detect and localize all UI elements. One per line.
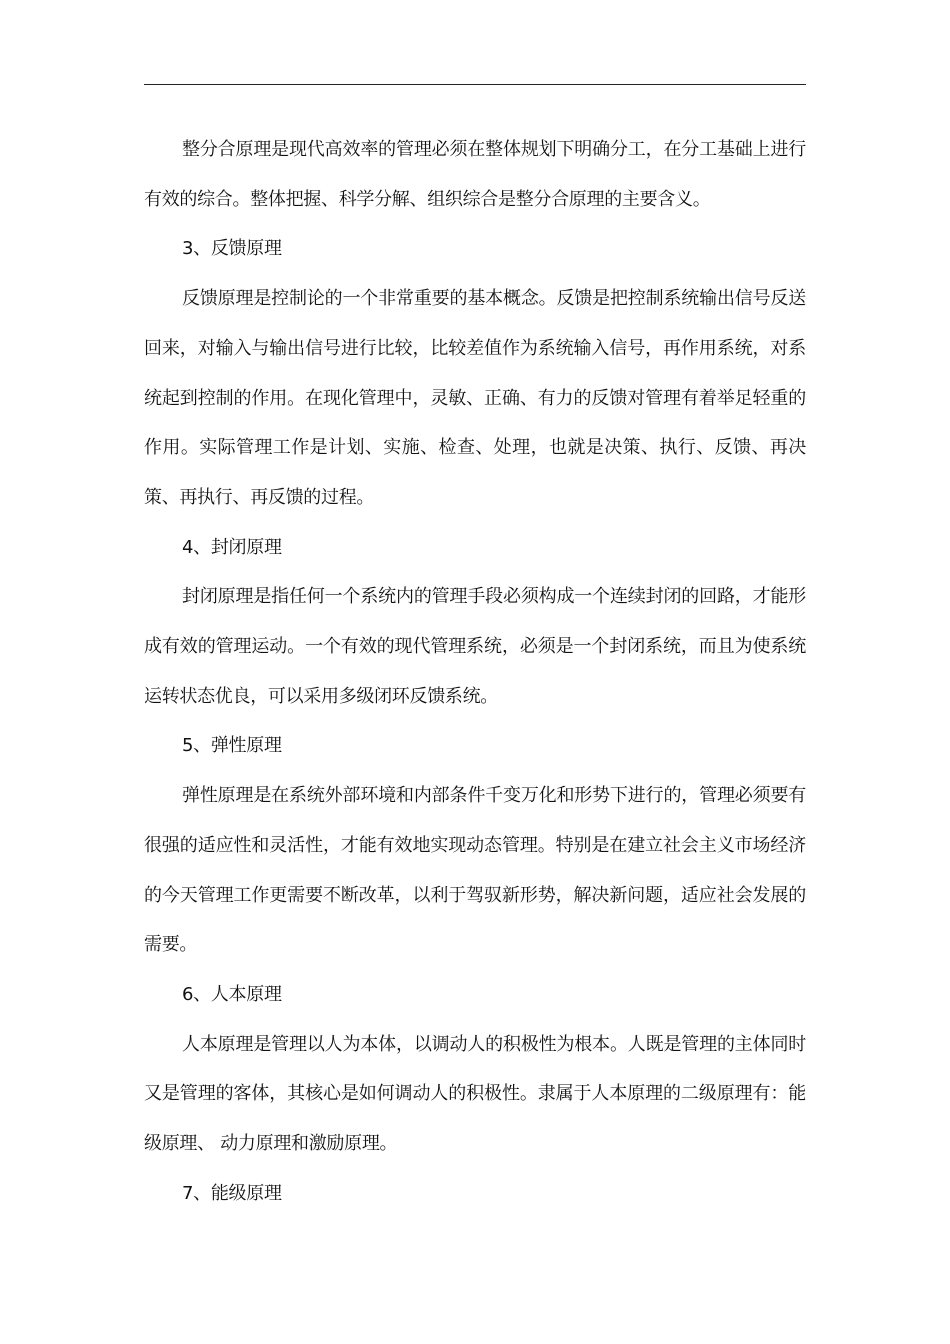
document-body <box>144 125 806 1218</box>
paragraph-closure: 封闭原理是指任何一个系统内的管理手段必须构成一个连续封闭的回路，才能形成有效的管理运动。一个有效的现代管理系统，必须是一个封闭系统，而且为使系统运转状态优良，可以采用多级闭环反馈系统。 <box>144 586 806 707</box>
paragraph-elasticity: 弹性原理是在系统外部环境和内部条件千变万化和形势下进行的，管理必须要有很强的适应性和灵活性，才能有效地实现动态管理。特别是在建立社会主义市场经济的今天管理工作更需要不断改革，以利于驾驭新形势，解决新问题，适应社会发展的需要。 <box>144 785 806 956</box>
section-heading-energy-level: 7、能级原理 <box>182 1182 282 1204</box>
section-heading-elasticity: 5、弹性原理 <box>182 735 282 757</box>
section-heading-feedback: 3、反馈原理 <box>182 238 282 260</box>
section-heading-humanism: 6、人本原理 <box>182 983 282 1005</box>
paragraph-integration: 整分合原理是现代高效率的管理必须在整体规划下明确分工，在分工基础上进行有效的综合。整体把握、科学分解、组织综合是整分合原理的主要含义。 <box>144 139 806 210</box>
paragraph-feedback: 反馈原理是控制论的一个非常重要的基本概念。反馈是把控制系统输出信号反送回来，对输入与输出信号进行比较，比较差值作为系统输入信号，再作用系统，对系统起到控制的作用。在现化管理中，灵敏、正确、有力的反馈对管理有着举足轻重的作用。实际管理工作是计划、实施、检查、处理，也就是决策、执行、反馈、再决策、再执行、再反馈的过程。 <box>144 288 806 508</box>
section-heading-closure: 4、封闭原理 <box>182 536 282 558</box>
header-rule <box>144 84 806 85</box>
paragraph-humanism: 人本原理是管理以人为本体，以调动人的积极性为根本。人既是管理的主体同时又是管理的客体，其核心是如何调动人的积极性。隶属于人本原理的二级原理有：能级原理、 动力原理和激励原理。 <box>144 1033 806 1155</box>
